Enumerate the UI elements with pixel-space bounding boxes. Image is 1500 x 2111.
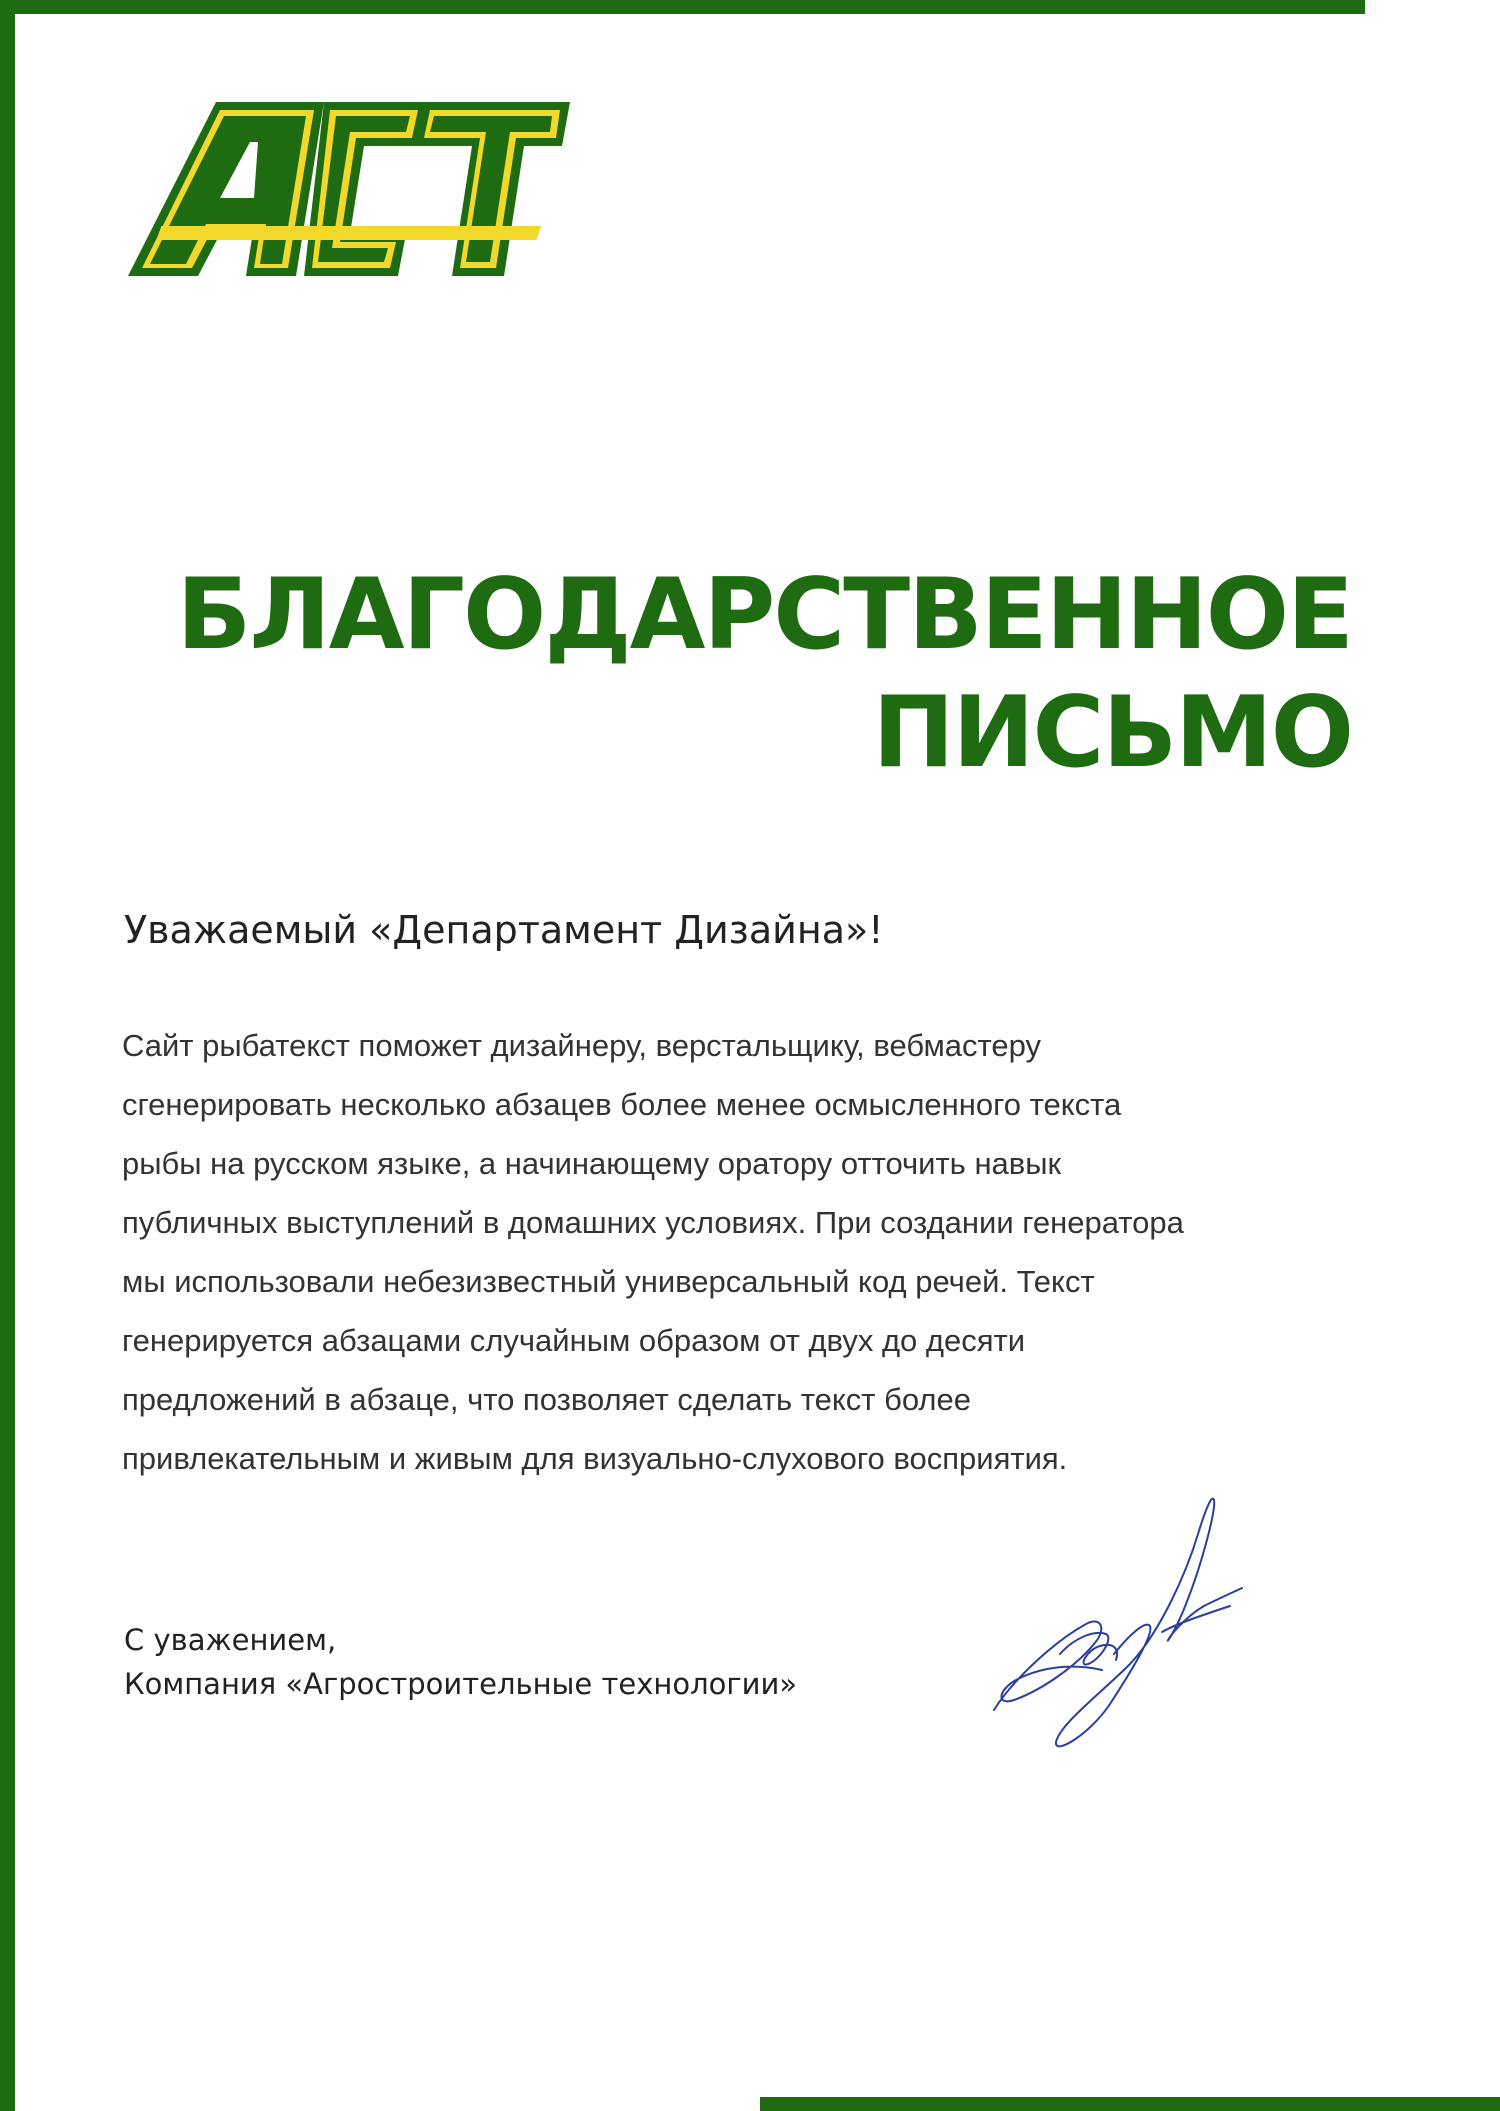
body-line: сгенерировать несколько абзацев более менее осмысленного текста [122, 1087, 1122, 1122]
company-logo [128, 98, 570, 284]
left-border [0, 0, 15, 2111]
body-line: мы использовали небезизвестный универсальный код речей. Текст [122, 1264, 1095, 1299]
top-border [0, 0, 1365, 14]
body-line: генерируется абзацами случайным образом от двух до десяти [122, 1323, 1026, 1358]
body-line: привлекательным и живым для визуально-слухового восприятия. [122, 1441, 1068, 1476]
letter-body [122, 1016, 1392, 1488]
body-line: публичных выступлений в домашних условиях. При создании генератора [122, 1205, 1184, 1240]
title-line-2: ПИСЬМО [872, 676, 1352, 790]
body-line: Сайт рыбатекст поможет дизайнеру, верстальщику, вебмастеру [122, 1028, 1041, 1063]
bottom-border [760, 2097, 1500, 2111]
signature-icon [990, 1494, 1250, 1764]
greeting: Уважаемый «Департамент Дизайна»! [124, 908, 884, 952]
title-line-1: БЛАГОДАРСТВЕННОЕ [176, 558, 1352, 672]
ast-logo-icon [128, 98, 570, 284]
closing-company: Компания «Агростроительные технологии» [124, 1667, 798, 1701]
signature [990, 1494, 1250, 1764]
closing-block [124, 1618, 797, 1706]
body-line: рыбы на русском языке, а начинающему оратору отточить навык [122, 1146, 1062, 1181]
document-title [112, 556, 1352, 792]
closing-regards: С уважением, [124, 1623, 337, 1657]
body-line: предложений в абзаце, что позволяет сделать текст более [122, 1382, 972, 1417]
